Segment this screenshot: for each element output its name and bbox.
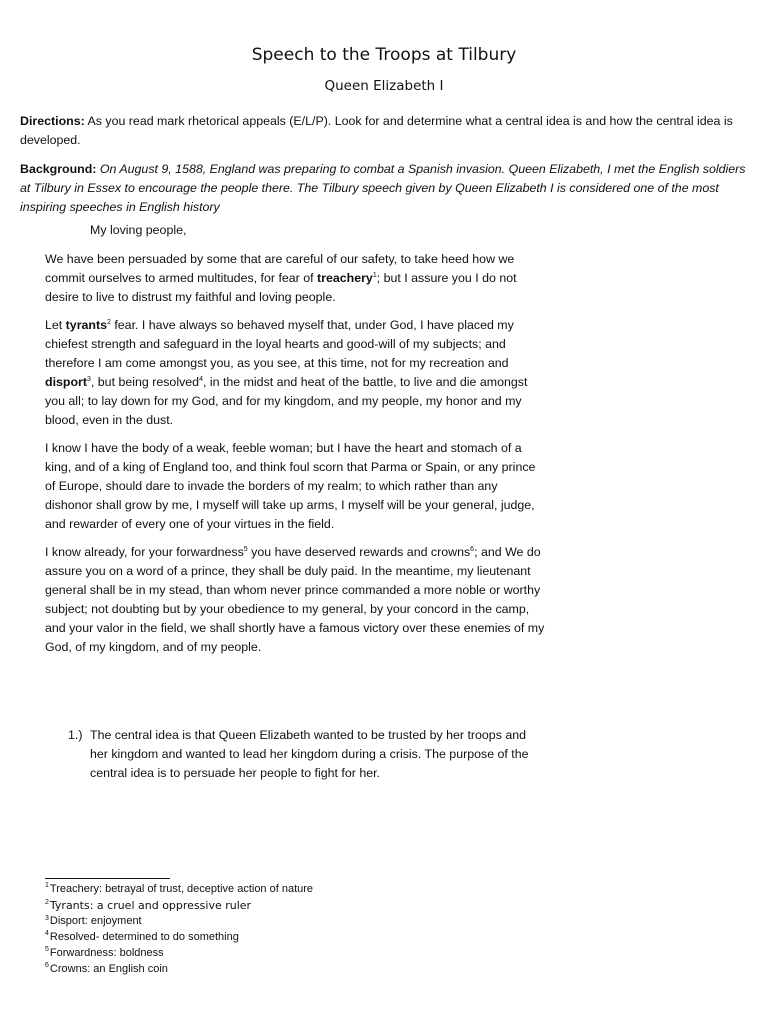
background bbox=[20, 160, 748, 217]
speech-paragraph-4 bbox=[45, 543, 545, 657]
directions bbox=[20, 112, 748, 150]
p2-text-a: Let bbox=[45, 318, 66, 332]
speech-paragraph-1 bbox=[45, 250, 545, 307]
p1-text-b: ; but I assure you I do not desire to live to distrust my faithful and loving people. bbox=[45, 271, 517, 304]
answer-text: The central idea is that Queen Elizabeth wanted to be trusted by her troops and her kingdom and wanted to lead her kingdom during a crisis. The purpose of the central idea is to persuade her people to fight for her. bbox=[90, 728, 529, 780]
footnote-5: $^5$Forwardness: boldness bbox=[45, 946, 164, 959]
footnote-2: $^2$Tyrants: a cruel and oppressive ruler bbox=[45, 898, 252, 912]
term-treachery: treachery bbox=[317, 271, 373, 285]
speech-salutation: My loving people, bbox=[90, 223, 187, 237]
footnote-3: $^3$Disport: enjoyment bbox=[45, 914, 142, 928]
page-title: Speech to the Troops at Tilbury bbox=[251, 45, 517, 65]
term-disport: disport bbox=[45, 375, 87, 389]
footnote-4: $^4$Resolved- determined to do something bbox=[45, 930, 239, 944]
term-tyrants: tyrants bbox=[65, 318, 107, 332]
author-line: Queen Elizabeth I bbox=[324, 78, 444, 94]
background-label: Background: bbox=[20, 162, 97, 176]
footnote-ref-1: 1 bbox=[372, 271, 377, 279]
background-text: On August 9, 1588, England was preparing to combat a Spanish invasion. Queen Elizabeth, I met the English soldiers at Tilbury in Essex to encourage the people there. The Tilbury speech given by Queen Elizabeth I is considered one of the most inspiring speeches in English history bbox=[20, 162, 746, 214]
p4-text-b: you have deserved rewards and crowns bbox=[247, 545, 471, 559]
speech-paragraph-2 bbox=[45, 316, 545, 430]
footnotes bbox=[45, 882, 313, 977]
footnote-ref-6: 6 bbox=[470, 545, 475, 553]
directions-text: As you read mark rhetorical appeals (E/L/P). Look for and determine what a central idea is and how the central idea is developed. bbox=[20, 114, 733, 147]
p4-text-c: ; and We do assure you on a word of a prince, they shall be duly paid. In the meantime, my lieutenant general shall be in my stead, than whom never prince commanded a more noble or worthy subject; not doubting but by your obedience to my general, by your concord in the camp, and your valor in the field, we shall shortly have a famous victory over these enemies of my God, of my kingdom, and of my people. bbox=[45, 545, 545, 654]
p2-text-d: , in the midst and heat of the battle, to live and die amongst you all; to lay down for my God, and for my kingdom, and my people, my honor and my blood, even in the dust. bbox=[45, 375, 528, 427]
footnote-ref-4: 4 bbox=[199, 375, 203, 383]
footnote-ref-3: 3 bbox=[87, 375, 91, 383]
footnote-separator bbox=[45, 878, 170, 879]
directions-label: Directions: bbox=[20, 114, 85, 128]
p2-text-b: fear. I have always so behaved myself that, under God, I have placed my chiefest strength and safeguard in the loyal hearts and good-will of my subjects; and therefore I am come amongst you, as you see, at this time, not for my recreation and bbox=[45, 318, 514, 370]
speech-paragraph-3: I know I have the body of a weak, feeble woman; but I have the heart and stomach of a king, and of a king of England too, and think foul scorn that Parma or Spain, or any prince of Europe, should dare to invade the borders of my realm; to which rather than any dishonor shall grow by me, I myself will take up arms, I myself will be your general, judge, and rewarder of every one of your virtues in the field. bbox=[45, 441, 536, 531]
footnote-6: $^6$Crowns: an English coin bbox=[45, 961, 168, 975]
footnote-1: $^1$Treachery: betrayal of trust, deceptive action of nature bbox=[45, 882, 314, 895]
p1-text-a: We have been persuaded by some that are careful of our safety, to take heed how we commit ourselves to armed multitudes, for fear of bbox=[45, 252, 515, 285]
footnote-ref-5: 5 bbox=[243, 545, 248, 553]
footnote-ref-2: 2 bbox=[107, 318, 111, 326]
p2-text-c: , but being resolved bbox=[90, 375, 200, 389]
answer-number: 1.) bbox=[68, 728, 83, 742]
p4-text-a: I know already, for your forwardness bbox=[45, 545, 244, 559]
